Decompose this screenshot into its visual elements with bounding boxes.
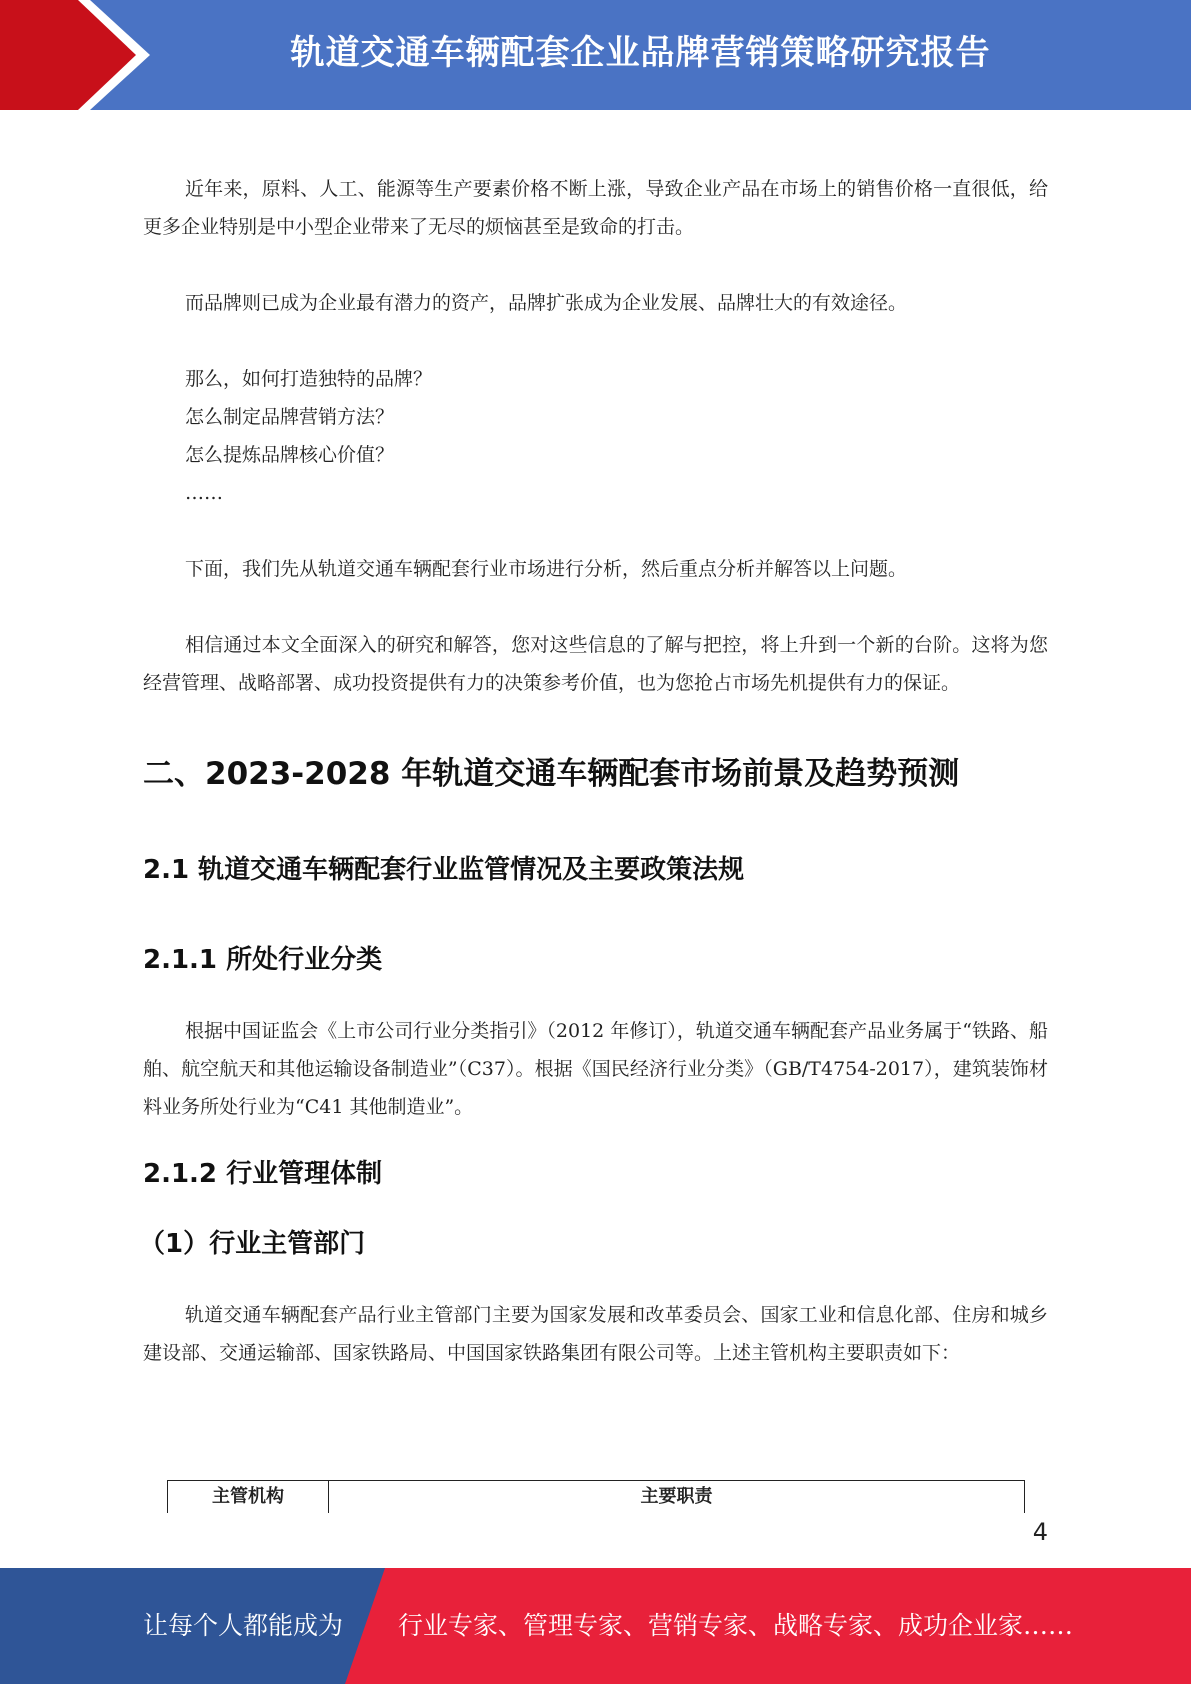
section-2-1-1-heading: 2.1.1 所处行业分类 (143, 945, 383, 975)
section-2-heading: 二、2023-2028 年轨道交通车辆配套市场前景及趋势预测 (143, 756, 960, 792)
responsibilities-table-header (167, 1480, 1025, 1513)
question-1: 那么，如何打造独特的品牌？ (185, 368, 433, 390)
question-2: 怎么制定品牌营销方法？ (185, 406, 395, 428)
question-3: 怎么提炼品牌核心价值？ (185, 444, 395, 466)
section-2-1-1-paragraph: 根据中国证监会《上市公司行业分类指引》（2012 年修订），轨道交通车辆配套产品业务属于“铁路、船舶、航空航天和其他运输设备制造业”（C37）。根据《国民经济行业分类》（GB/T4754-2017），建筑装饰材料业务所处行业为“C41 其他制造业”。 (143, 1020, 1048, 1118)
footer-slogan-right: 行业专家、管理专家、营销专家、战略专家、成功企业家…… (398, 1611, 1074, 1640)
intro-paragraph-2: 而品牌则已成为企业最有潜力的资产，品牌扩张成为企业发展、品牌壮大的有效途径。 (185, 292, 908, 314)
footer-banner (0, 1568, 1191, 1684)
document-title: 轨道交通车辆配套企业品牌营销策略研究报告 (290, 33, 991, 73)
subsection-1-heading: （1）行业主管部门 (139, 1229, 366, 1259)
question-ellipsis: …… (185, 482, 223, 504)
intro-paragraph-4: 相信通过本文全面深入的研究和解答，您对这些信息的了解与把控，将上升到一个新的台阶。这将为您经营管理、战略部署、成功投资提供有力的决策参考价值，也为您抢占市场先机提供有力的保证。 (143, 634, 1048, 694)
header-banner (0, 0, 1191, 110)
document-body (139, 170, 1048, 1372)
table-header-authority: 主管机构 (168, 1481, 329, 1513)
section-2-1-2-heading: 2.1.2 行业管理体制 (143, 1159, 383, 1189)
table-header-duties: 主要职责 (640, 1486, 713, 1507)
subsection-1-paragraph: 轨道交通车辆配套产品行业主管部门主要为国家发展和改革委员会、国家工业和信息化部、住房和城乡建设部、交通运输部、国家铁路局、中国国家铁路集团有限公司等。上述主管机构主要职责如下： (143, 1304, 1048, 1364)
page-number: 4 (1032, 1518, 1048, 1546)
section-2-1-heading: 2.1 轨道交通车辆配套行业监管情况及主要政策法规 (143, 855, 745, 885)
intro-paragraph-1: 近年来，原料、人工、能源等生产要素价格不断上涨，导致企业产品在市场上的销售价格一直很低，给更多企业特别是中小型企业带来了无尽的烦恼甚至是致命的打击。 (143, 178, 1048, 238)
footer-slogan-left: 让每个人都能成为 (143, 1611, 344, 1640)
header-chevron-icon (0, 0, 160, 110)
intro-paragraph-3: 下面，我们先从轨道交通车辆配套行业市场进行分析，然后重点分析并解答以上问题。 (185, 558, 908, 580)
